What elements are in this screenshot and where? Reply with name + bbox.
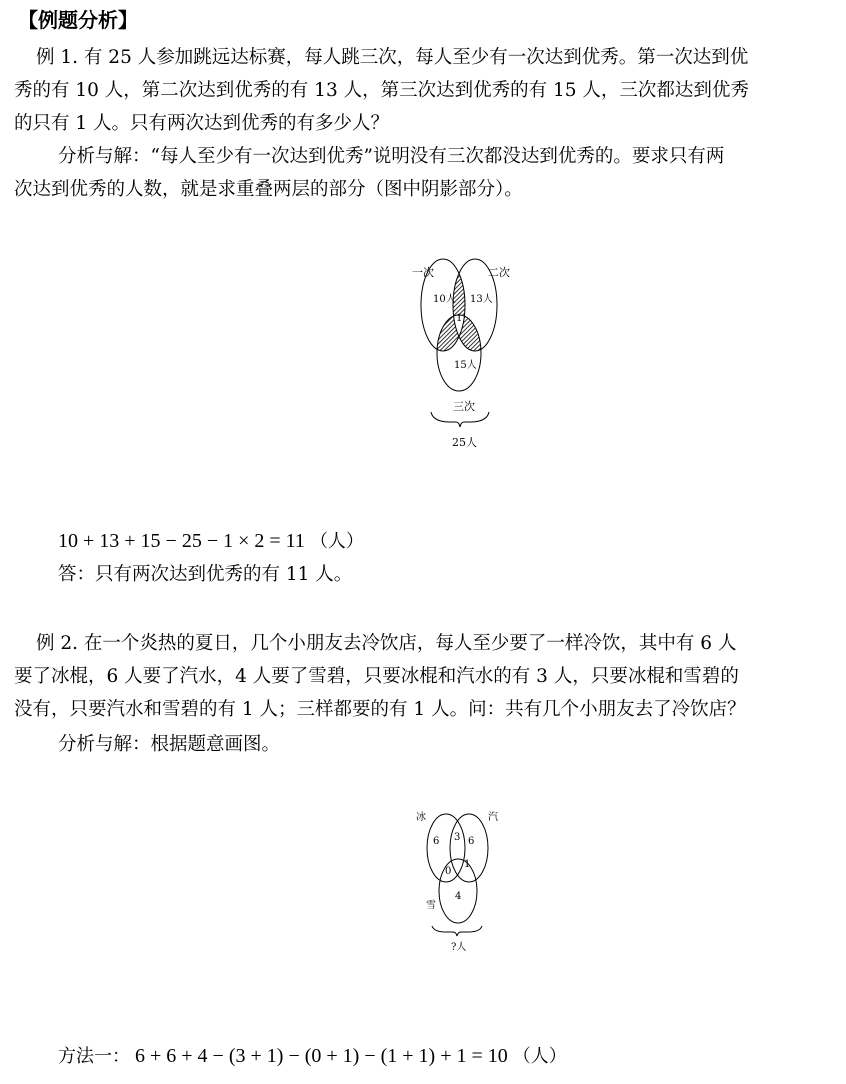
example1-line-2: 秀的有 10 人，第二次达到优秀的有 13 人，第三次达到优秀的有 15 人，三次都达到优秀 bbox=[14, 80, 749, 101]
example2-method1-line bbox=[58, 1041, 567, 1072]
example2-analysis: 分析与解：根据题意画图。 bbox=[58, 734, 281, 755]
label-third: 三次 bbox=[453, 400, 475, 413]
value-third: 15人 bbox=[454, 360, 477, 371]
label-second: 二次 bbox=[488, 266, 510, 279]
section-heading: 【例题分析】 bbox=[18, 8, 138, 32]
value-second: 13人 bbox=[470, 294, 493, 305]
total-brace-2 bbox=[432, 926, 482, 936]
example2-line-1: 例 2. 在一个炎热的夏日，几个小朋友去冷饮店，每人至少要了一样冷饮，其中有 6 人 bbox=[36, 633, 737, 654]
total-label-2: ?人 bbox=[451, 942, 467, 953]
example1-answer: 答：只有两次达到优秀的有 11 人。 bbox=[58, 564, 353, 585]
value-center: 1 bbox=[456, 313, 463, 324]
label-first: 一次 bbox=[412, 266, 434, 279]
venn-diagram-1 bbox=[400, 250, 530, 460]
example2-problem bbox=[14, 627, 834, 726]
example1-analysis bbox=[14, 140, 834, 206]
value-popsicle-sprite: 0 bbox=[445, 866, 452, 877]
example2-line-2: 要了冰棍，6 人要了汽水，4 人要了雪碧，只要冰棍和汽水的有 3 人，只要冰棍和雪碧的 bbox=[14, 666, 739, 687]
label-popsicle: 冰 bbox=[416, 812, 426, 823]
value-soda: 6 bbox=[468, 836, 475, 847]
label-soda: 汽 bbox=[488, 812, 498, 823]
example1-formula-line bbox=[58, 526, 364, 557]
total-label: 25人 bbox=[452, 436, 477, 449]
value-soda-sprite: 1 bbox=[464, 859, 471, 870]
value-popsicle-soda: 3 bbox=[454, 832, 461, 843]
example2-line-3: 没有，只要汽水和雪碧的有 1 人；三样都要的有 1 人。问：共有几个小朋友去了冷饮店？ bbox=[14, 699, 746, 720]
example1-line-3: 的只有 1 人。只有两次达到优秀的有多少人？ bbox=[14, 113, 390, 134]
example1-line-1: 例 1. 有 25 人参加跳远达标赛，每人跳三次，每人至少有一次达到优秀。第一次达到优 bbox=[36, 47, 749, 68]
label-sprite: 雪 bbox=[426, 900, 436, 911]
method1-label: 方法一： bbox=[58, 1046, 130, 1067]
total-brace bbox=[431, 412, 489, 427]
example1-formula: 10 + 13 + 15 − 25 − 1 × 2 = 11 bbox=[58, 530, 305, 552]
value-sprite: 4 bbox=[455, 891, 462, 902]
example1-analysis-line-1: 分析与解：“每人至少有一次达到优秀”说明没有三次都没达到优秀的。要求只有两 bbox=[58, 146, 725, 167]
value-popsicle: 6 bbox=[433, 836, 440, 847]
example1-formula-unit: （人） bbox=[309, 531, 364, 552]
value-first: 10人 bbox=[433, 294, 456, 305]
method1-formula: 6 + 6 + 4 − (3 + 1) − (0 + 1) − (1 + 1) + 1 = 10 bbox=[135, 1045, 508, 1067]
venn-diagram-2 bbox=[410, 800, 510, 960]
example1-analysis-line-2: 次达到优秀的人数，就是求重叠两层的部分（图中阴影部分）。 bbox=[14, 179, 523, 200]
circle-soda bbox=[450, 814, 488, 882]
example1-problem bbox=[14, 41, 834, 140]
method1-unit: （人） bbox=[512, 1046, 567, 1067]
